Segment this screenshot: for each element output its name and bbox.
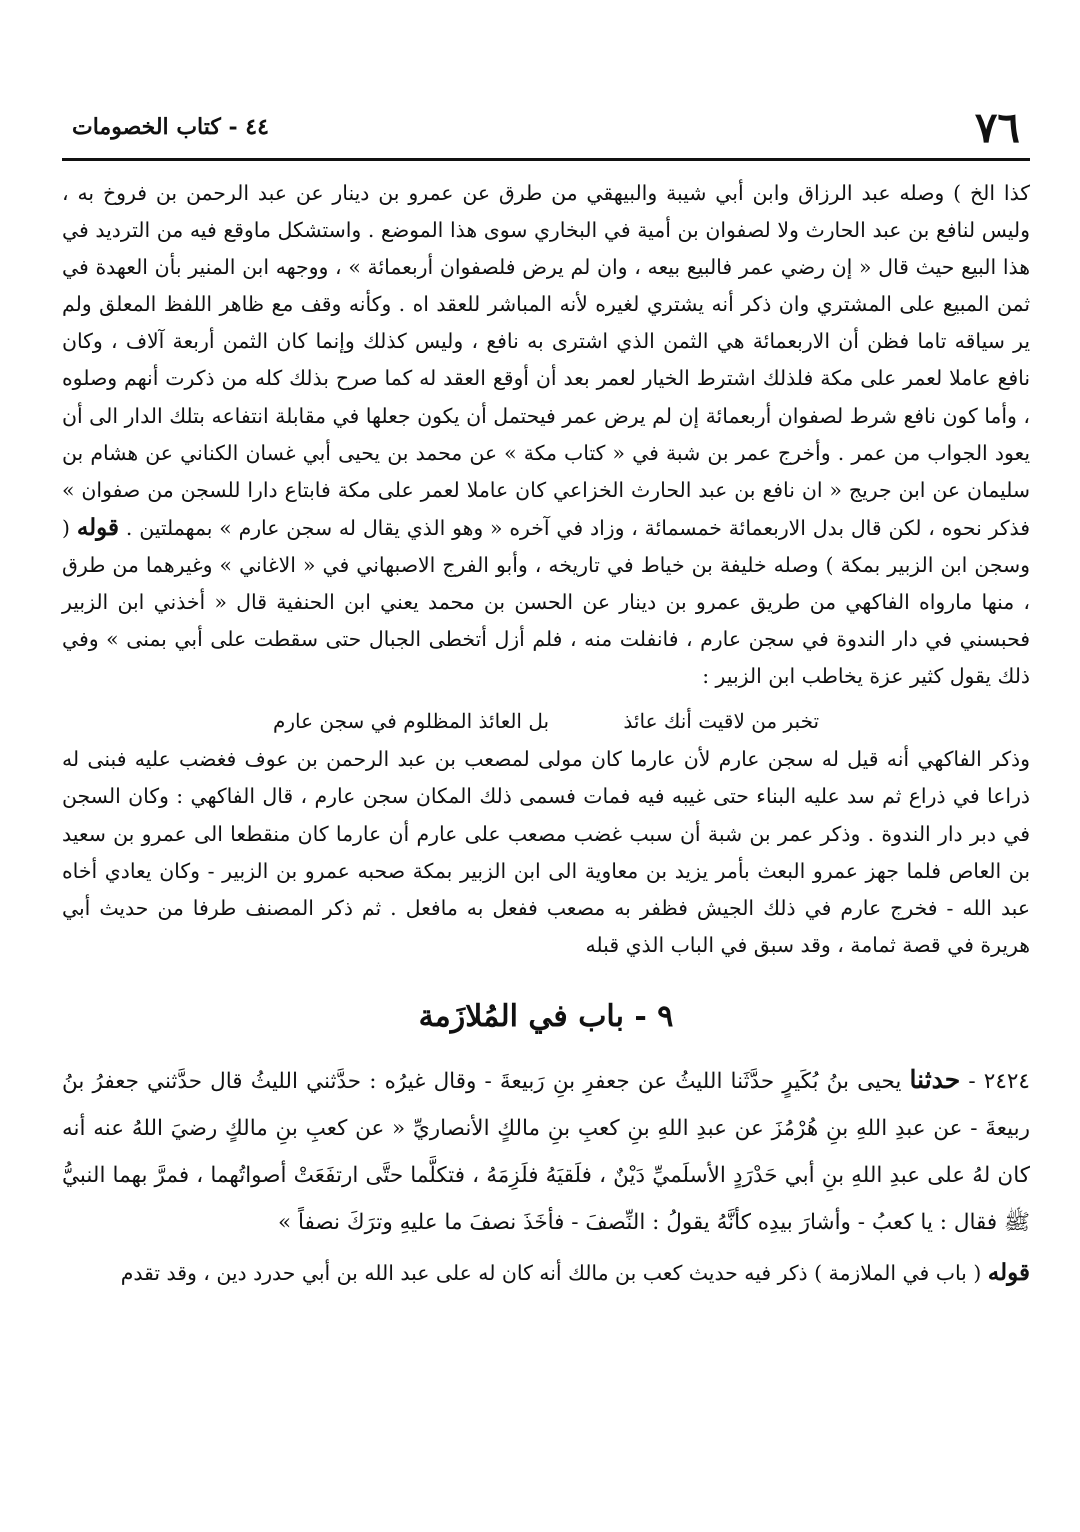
book-title: ٤٤ - كتاب الخصومات [72,114,269,140]
page [62,100,1030,1292]
commentary-text: كذا الخ ) وصله عبد الرزاق وابن أبي شيبة والبيهقي من طرق عن عمرو بن دينار عن عبد الرحمن بن فروخ به ، وليس لنافع بن عبد الحارث ولا لصفوان بن أمية في البخاري سوى هذا الموضع . واستشكل ماوقع فيه من الترديد في هذا البيع حيث قال « إن رضي عمر فالبيع بيعه ، وان لم يرض فلصفوان أربعمائة » ، ووجهه ابن المنير بأن العهدة في ثمن المبيع على المشتري وان ذكر أنه يشتري لغيره لأنه المباشر للعقد اه . وكأنه وقف مع ظاهر اللفظ المعلق ولم ير سياقه تاما فظن أن الاربعمائة هي الثمن الذي اشترى به نافع ، وليس كذلك وإنما كان الثمن أربعة آلاف ، وكان نافع عاملا لعمر على مكة فلذلك اشترط الخيار لعمر بعد أن أوقع العقد له كما صرح بذلك كله من ذكرت أنهم وصلوه ، وأما كون نافع شرط لصفوان أربعمائة إن لم يرض عمر فيحتمل أن يكون جعلها في مقابلة انتفاعه بتلك الدار الى أن يعود الجواب من عمر . وأخرج عمر بن شبة في « كتاب مكة » عن محمد بن يحيى أبي غسان الكناني عن هشام بن سليمان عن ابن جريج « ان نافع بن عبد الحارث الخزاعي كان عاملا لعمر على مكة فابتاع دارا للسجن من صفوان » فذكر نحوه ، لكن قال بدل الاربعمائة خمسمائة ، وزاد في آخره « وهو الذي يقال له سجن عارم » بمهملتين . [62,181,1030,540]
verse-second-hemistich: بل العائذ المظلوم في سجن عارم [272,709,550,734]
final-text: ( باب في الملازمة ) ذكر فيه حديث كعب بن مالك أنه كان له على عبد الله بن أبي حدرد دين ، وقد تقدم [120,1260,982,1285]
final-paragraph [62,1254,1030,1292]
commentary-paragraph [62,175,1030,695]
qawluh-marker: قوله [76,513,120,541]
poetry-verse [62,701,1030,741]
final-commentary [62,1254,1030,1292]
hadith-block [62,1056,1030,1246]
qawluh-marker-2: قوله [987,1258,1030,1286]
commentary-block [62,175,1030,964]
commentary-paragraph-2: وذكر الفاكهي أنه قيل له سجن عارم لأن عارما كان مولى لمصعب بن عبد الرحمن بن عوف فغضب عليه فبنى له ذراعا في ذراع ثم سد عليه البناء حتى غيبه فيه فمات فسمى ذلك المكان سجن عارم ، قال الفاكهي : وكان السجن في دبر دار الندوة . وذكر عمر بن شبة أن سبب غضب مصعب على عارم أن عارما كان منقطعا الى عمرو بن سعيد بن العاص فلما جهز عمرو البعث بأمر يزيد بن معاوية الى ابن الزبير بمكة صحبه عمرو بن الزبير - وكان يعادي أخاه عبد الله - فخرج عارم في ذلك الجيش فظفر به مصعب ففعل به مافعل . ثم ذكر المصنف طرفا من حديث أبي هريرة في قصة ثمامة ، وقد سبق في الباب الذي قبله [62,747,1030,957]
hadith-number: ٢٤٢٤ - [968,1068,1030,1094]
hadith-paragraph [62,1056,1030,1246]
haddathana-marker: حدثنا [909,1064,961,1094]
verse-first-hemistich: تخبر من لاقيت أنك عائذ [623,709,820,734]
page-number: ٧٦ [974,103,1020,152]
chapter-heading: ٩ - باب في المُلازَمة [418,998,674,1034]
hadith-text: يحيى بنُ بُكَيرٍ حدَّثَنا الليثُ عن جعفرِ بنِ رَبيعةَ - وقال غيرُه : حدَّثني الليثُ قال حدَّثني جعفرُ بنُ ربيعةَ - عن عبدِ اللهِ بنِ هُرْمُزَ عن عبدِ اللهِ بنِ كعبِ بنِ مالكٍ الأنصاريِّ « عن كعبِ بنِ مالكٍ رضيَ اللهُ عنه أنه كان لهُ على عبدِ اللهِ بنِ أبي حَدْرَدٍ الأسلَميِّ دَيْنٌ ، فلَقيَهُ فلَزِمَهُ ، فتكلَّما حتَّى ارتفَعَتْ أصواتُهما ، فمرَّ بهما النبيُّ ﷺ فقال : يا كعبُ - وأشارَ بيدِه كأنَّهُ يقولُ : النِّصفَ - فأخَذَ نصفَ ما عليهِ وترَكَ نصفاً » [62,1068,1030,1235]
page-header [62,100,1030,161]
commentary-text-continued: ( وسجن ابن الزبير بمكة ) وصله خليفة بن خياط في تاريخه ، وأبو الفرج الاصبهاني في « الاغاني » وغيرهما من طرق ، منها مارواه الفاكهي من طريق عمرو بن دينار عن الحسن بن محمد يعني ابن الحنفية قال « أخذني ابن الزبير فحبسني في دار الندوة في سجن عارم ، فانفلت منه ، فلم أزل أتخطى الجبال حتى سقطت على أبي بمنى » وفي ذلك يقول كثير عزة يخاطب ابن الزبير : [62,515,1030,689]
